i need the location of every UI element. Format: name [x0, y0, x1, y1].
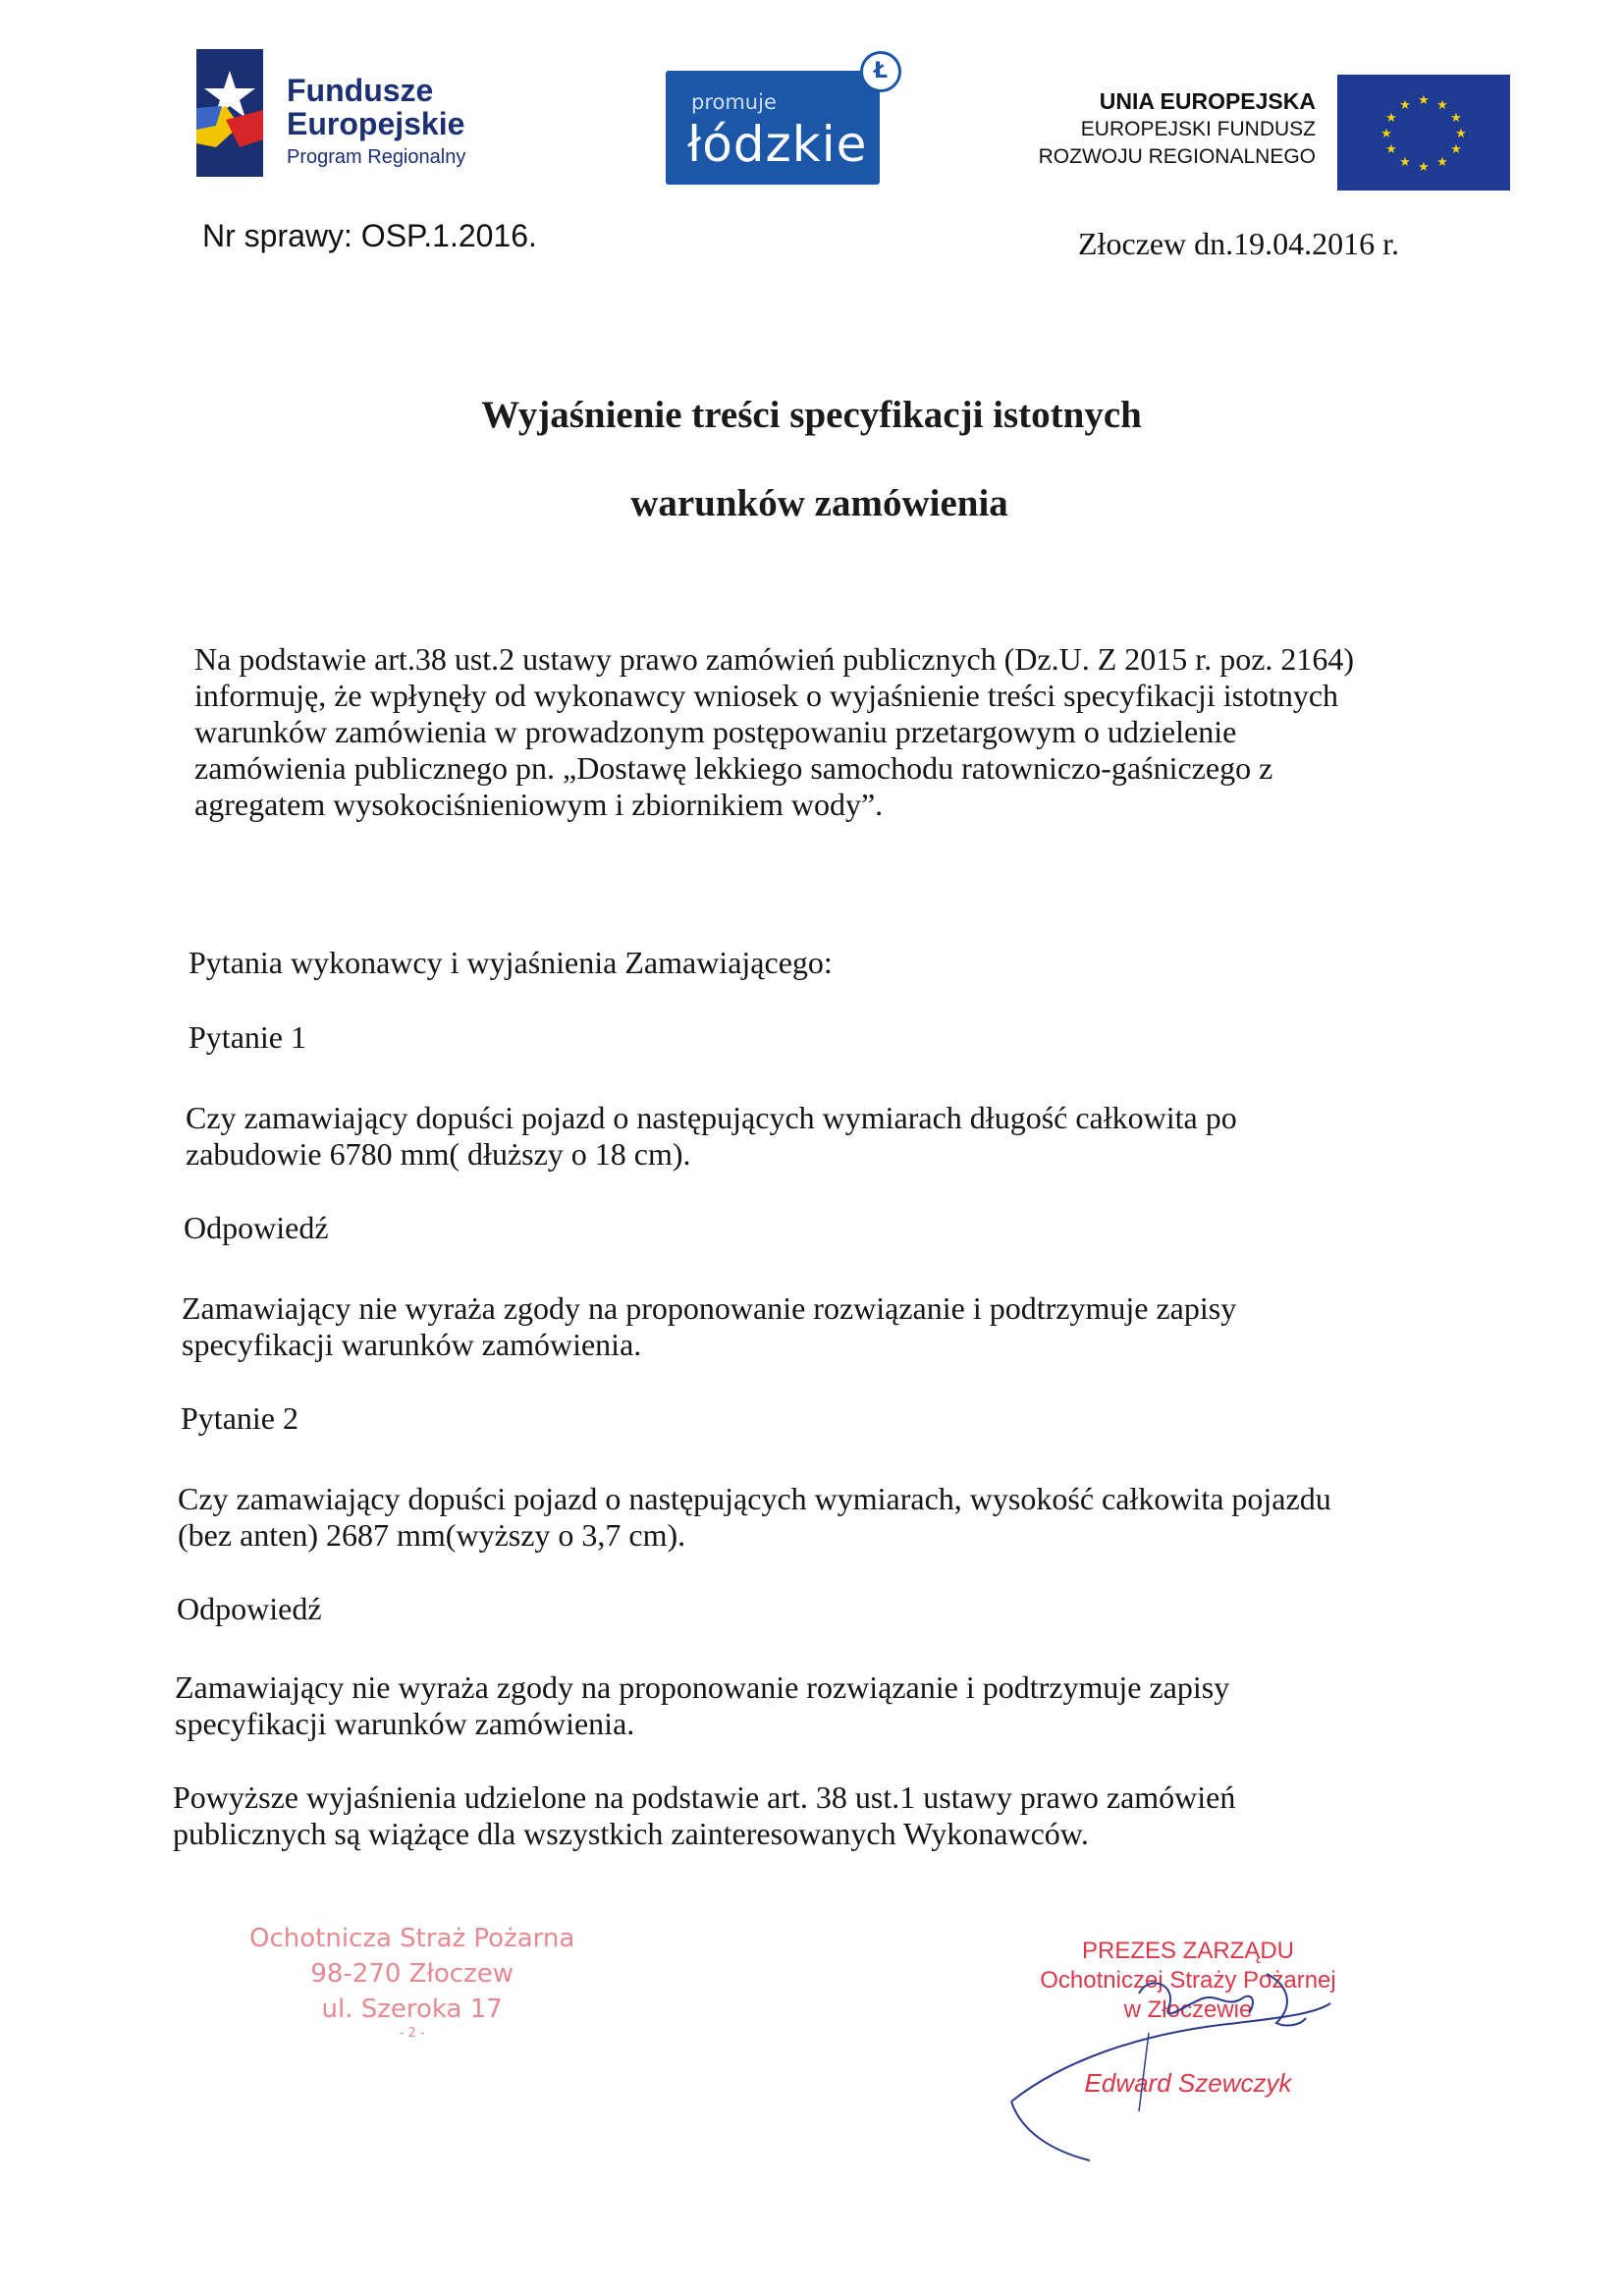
eu-flag-icon [1337, 75, 1510, 191]
fe-logo-line3: Program Regionalny [287, 146, 466, 168]
svg-text:★: ★ [1399, 155, 1411, 170]
stamp-left-line4: - 2 - [399, 2026, 425, 2041]
answer-1-label: Odpowiedź [184, 1210, 329, 1245]
fe-star-icon [196, 49, 275, 177]
svg-text:★: ★ [1385, 142, 1397, 157]
fe-logo-line1: Fundusze [287, 73, 434, 108]
svg-text:★: ★ [1436, 98, 1448, 113]
lodzkie-badge-icon: Ł [860, 51, 901, 92]
answer-2-text: Zamawiający nie wyraża zgody na proponowanie rozwiązanie i podtrzymuje zapisy specyfikacji warunków zamówienia. [175, 1669, 1230, 1741]
question-1-text: Czy zamawiający dopuści pojazd o następujących wymiarach długość całkowita po zabudowie 6780 mm( dłuższy o 18 cm). [186, 1100, 1237, 1172]
answer-1-text: Zamawiający nie wyraża zgody na proponowanie rozwiązanie i podtrzymuje zapisy specyfikacji warunków zamówienia. [182, 1290, 1237, 1362]
eu-logo-line1: UNIA EUROPEJSKA [1099, 88, 1316, 114]
eu-logo-text [982, 86, 1316, 171]
case-number: Nr sprawy: OSP.1.2016. [202, 218, 537, 253]
svg-text:★: ★ [1385, 111, 1397, 126]
question-1-label: Pytanie 1 [189, 1019, 306, 1055]
svg-text:★: ★ [1455, 127, 1467, 141]
stamp-right-line2: Ochotniczej Straży Pożarnej [1040, 1967, 1336, 1994]
document-title-line2: warunków zamówienia [630, 482, 1008, 524]
svg-text:★: ★ [1380, 127, 1392, 141]
stamp-right-line3: w Złoczewie [1123, 1996, 1253, 2023]
svg-text:★: ★ [1418, 160, 1430, 175]
svg-text:★: ★ [1436, 155, 1448, 170]
svg-text:★: ★ [1450, 111, 1462, 126]
stamp-right-line1: PREZES ZARZĄDU [1081, 1938, 1295, 1964]
closing-paragraph: Powyższe wyjaśnienia udzielone na podstawie art. 38 ust.1 ustawy prawo zamówień publicznych są wiążące dla wszystkich zainteresowanych Wykonawców. [173, 1779, 1236, 1851]
answer-2-label: Odpowiedź [177, 1591, 322, 1626]
question-2-text: Czy zamawiający dopuści pojazd o następujących wymiarach, wysokość całkowita pojazdu (bez anten) 2687 mm(wyższy o 3,7 cm). [178, 1481, 1331, 1553]
eu-logo-line3: ROZWOJU REGIONALNEGO [1038, 145, 1316, 168]
fe-logo-text [287, 74, 465, 170]
stamp-left-line3: ul. Szeroka 17 [321, 1995, 503, 2024]
svg-text:★: ★ [1399, 98, 1411, 113]
svg-text:★: ★ [1450, 142, 1462, 157]
fundusze-europejskie-logo [196, 49, 520, 187]
fe-logo-line2: Europejskie [287, 106, 465, 141]
lodzkie-logo-big: łódzkie [687, 116, 868, 173]
section-heading: Pytania wykonawcy i wyjaśnienia Zamawiającego: [189, 945, 833, 980]
place-and-date: Złoczew dn.19.04.2016 r. [1078, 226, 1400, 261]
organization-stamp [249, 1921, 574, 2041]
handwritten-signature [992, 1915, 1345, 2170]
svg-text:★: ★ [1418, 93, 1430, 108]
promuje-lodzkie-logo [666, 51, 901, 189]
eu-logo-line2: EUROPEJSKI FUNDUSZ [1080, 118, 1316, 140]
stamp-left-line2: 98-270 Złoczew [310, 1959, 514, 1989]
lodzkie-logo-small: promuje [691, 90, 777, 114]
intro-paragraph: Na podstawie art.38 ust.2 ustawy prawo zamówień publicznych (Dz.U. Z 2015 r. poz. 2164) informuję, że wpłynęły od wykonawcy wniosek o wyjaśnienie treści specyfikacji istotnych warunków zamówienia w prowadzonym postępowaniu przetargowym o udzielenie zamówienia publicznego pn. „Dostawę lekkiego samochodu ratowniczo-gaśniczego z agregatem wysokociśnieniowym i zbiornikiem wody”. [194, 641, 1355, 822]
question-2-label: Pytanie 2 [181, 1400, 298, 1436]
stamp-right-line4: Edward Szewczyk [1084, 2068, 1292, 2098]
stamp-left-line1: Ochotnicza Straż Pożarna [249, 1924, 575, 1953]
lodzkie-logo-box [666, 71, 880, 185]
document-title-line1: Wyjaśnienie treści specyfikacji istotnych [481, 394, 1142, 436]
